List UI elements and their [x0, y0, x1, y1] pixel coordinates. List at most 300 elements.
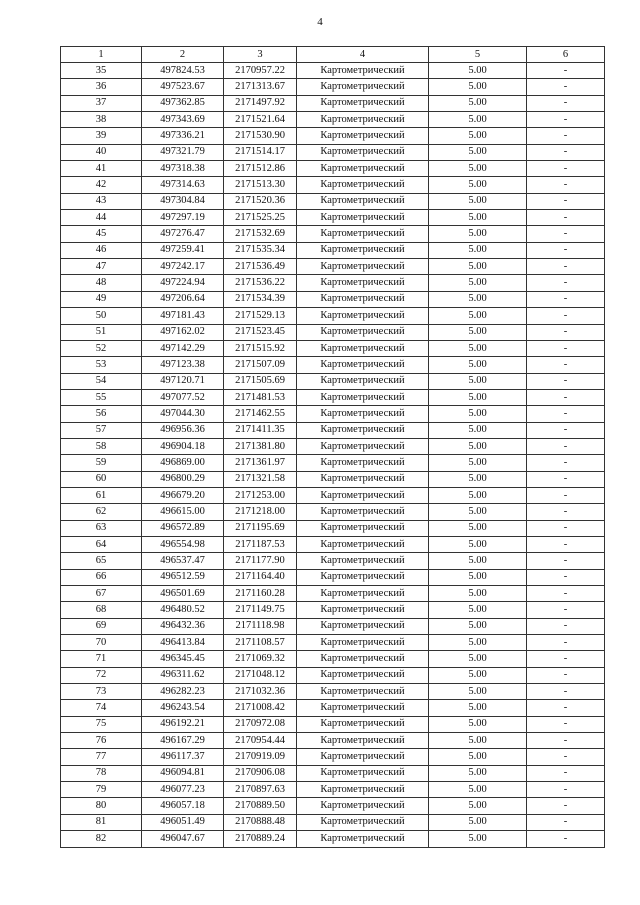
description-cell: - — [527, 79, 605, 95]
table-row — [61, 586, 605, 602]
accuracy-cell: 5.00 — [429, 357, 527, 373]
y-coordinate-cell: 2171361.97 — [224, 455, 297, 471]
point-number-cell: 37 — [61, 95, 142, 111]
y-coordinate-cell: 2170906.08 — [224, 765, 297, 781]
description-cell: - — [527, 161, 605, 177]
y-coordinate-cell: 2171530.90 — [224, 128, 297, 144]
method-cell: Картометрический — [297, 275, 429, 291]
accuracy-cell: 5.00 — [429, 95, 527, 111]
x-coordinate-cell: 497077.52 — [142, 389, 224, 405]
method-cell: Картометрический — [297, 814, 429, 830]
description-cell: - — [527, 259, 605, 275]
description-cell: - — [527, 716, 605, 732]
table-row — [61, 716, 605, 732]
point-number-cell: 70 — [61, 635, 142, 651]
method-cell: Картометрический — [297, 455, 429, 471]
accuracy-cell: 5.00 — [429, 733, 527, 749]
description-cell: - — [527, 814, 605, 830]
description-cell: - — [527, 553, 605, 569]
accuracy-cell: 5.00 — [429, 275, 527, 291]
y-coordinate-cell: 2171523.45 — [224, 324, 297, 340]
y-coordinate-cell: 2171187.53 — [224, 536, 297, 552]
y-coordinate-cell: 2171535.34 — [224, 242, 297, 258]
y-coordinate-cell: 2171069.32 — [224, 651, 297, 667]
point-number-cell: 67 — [61, 586, 142, 602]
description-cell: - — [527, 128, 605, 144]
x-coordinate-cell: 496243.54 — [142, 700, 224, 716]
point-number-cell: 46 — [61, 242, 142, 258]
table-row — [61, 373, 605, 389]
description-cell: - — [527, 602, 605, 618]
method-cell: Картометрический — [297, 357, 429, 373]
point-number-cell: 47 — [61, 259, 142, 275]
accuracy-cell: 5.00 — [429, 569, 527, 585]
method-cell: Картометрический — [297, 553, 429, 569]
y-coordinate-cell: 2171497.92 — [224, 95, 297, 111]
x-coordinate-cell: 497523.67 — [142, 79, 224, 95]
x-coordinate-cell: 496554.98 — [142, 536, 224, 552]
method-cell: Картометрический — [297, 586, 429, 602]
accuracy-cell: 5.00 — [429, 193, 527, 209]
method-cell: Картометрический — [297, 520, 429, 536]
method-cell: Картометрический — [297, 193, 429, 209]
method-cell: Картометрический — [297, 569, 429, 585]
x-coordinate-cell: 496047.67 — [142, 831, 224, 847]
accuracy-cell: 5.00 — [429, 520, 527, 536]
description-cell: - — [527, 406, 605, 422]
method-cell: Картометрический — [297, 324, 429, 340]
table-row — [61, 226, 605, 242]
x-coordinate-cell: 497181.43 — [142, 308, 224, 324]
table-row — [61, 177, 605, 193]
point-number-cell: 82 — [61, 831, 142, 847]
x-coordinate-cell: 496480.52 — [142, 602, 224, 618]
y-coordinate-cell: 2170957.22 — [224, 63, 297, 79]
y-coordinate-cell: 2171515.92 — [224, 340, 297, 356]
x-coordinate-cell: 496512.59 — [142, 569, 224, 585]
x-coordinate-cell: 496094.81 — [142, 765, 224, 781]
method-cell: Картометрический — [297, 635, 429, 651]
description-cell: - — [527, 569, 605, 585]
table-row — [61, 520, 605, 536]
point-number-cell: 38 — [61, 112, 142, 128]
accuracy-cell: 5.00 — [429, 455, 527, 471]
point-number-cell: 44 — [61, 210, 142, 226]
y-coordinate-cell: 2171108.57 — [224, 635, 297, 651]
description-cell: - — [527, 536, 605, 552]
x-coordinate-cell: 497318.38 — [142, 161, 224, 177]
table-row — [61, 536, 605, 552]
table-row — [61, 569, 605, 585]
y-coordinate-cell: 2171321.58 — [224, 471, 297, 487]
method-cell: Картометрический — [297, 749, 429, 765]
accuracy-cell: 5.00 — [429, 63, 527, 79]
point-number-cell: 39 — [61, 128, 142, 144]
method-cell: Картометрический — [297, 716, 429, 732]
point-number-cell: 49 — [61, 291, 142, 307]
x-coordinate-cell: 497824.53 — [142, 63, 224, 79]
method-cell: Картометрический — [297, 340, 429, 356]
method-cell: Картометрический — [297, 782, 429, 798]
point-number-cell: 57 — [61, 422, 142, 438]
table-row — [61, 259, 605, 275]
x-coordinate-cell: 497242.17 — [142, 259, 224, 275]
accuracy-cell: 5.00 — [429, 471, 527, 487]
accuracy-cell: 5.00 — [429, 144, 527, 160]
accuracy-cell: 5.00 — [429, 112, 527, 128]
description-cell: - — [527, 782, 605, 798]
y-coordinate-cell: 2171529.13 — [224, 308, 297, 324]
accuracy-cell: 5.00 — [429, 438, 527, 454]
point-number-cell: 69 — [61, 618, 142, 634]
description-cell: - — [527, 586, 605, 602]
table-row — [61, 814, 605, 830]
accuracy-cell: 5.00 — [429, 422, 527, 438]
point-number-cell: 55 — [61, 389, 142, 405]
point-number-cell: 45 — [61, 226, 142, 242]
accuracy-cell: 5.00 — [429, 128, 527, 144]
accuracy-cell: 5.00 — [429, 487, 527, 503]
accuracy-cell: 5.00 — [429, 700, 527, 716]
method-cell: Картометрический — [297, 438, 429, 454]
accuracy-cell: 5.00 — [429, 782, 527, 798]
table-row — [61, 210, 605, 226]
accuracy-cell: 5.00 — [429, 651, 527, 667]
description-cell: - — [527, 373, 605, 389]
point-number-cell: 35 — [61, 63, 142, 79]
table-row — [61, 504, 605, 520]
table-row — [61, 684, 605, 700]
table-row — [61, 128, 605, 144]
x-coordinate-cell: 497314.63 — [142, 177, 224, 193]
point-number-cell: 36 — [61, 79, 142, 95]
x-coordinate-cell: 496904.18 — [142, 438, 224, 454]
y-coordinate-cell: 2171218.00 — [224, 504, 297, 520]
method-cell: Картометрический — [297, 144, 429, 160]
description-cell: - — [527, 177, 605, 193]
y-coordinate-cell: 2171032.36 — [224, 684, 297, 700]
y-coordinate-cell: 2171521.64 — [224, 112, 297, 128]
point-number-cell: 53 — [61, 357, 142, 373]
accuracy-cell: 5.00 — [429, 389, 527, 405]
y-coordinate-cell: 2171195.69 — [224, 520, 297, 536]
point-number-cell: 56 — [61, 406, 142, 422]
column-header: 3 — [224, 47, 297, 63]
accuracy-cell: 5.00 — [429, 831, 527, 847]
x-coordinate-cell: 497362.85 — [142, 95, 224, 111]
column-header: 4 — [297, 47, 429, 63]
x-coordinate-cell: 496537.47 — [142, 553, 224, 569]
table-row — [61, 95, 605, 111]
description-cell: - — [527, 651, 605, 667]
y-coordinate-cell: 2171048.12 — [224, 667, 297, 683]
description-cell: - — [527, 357, 605, 373]
description-cell: - — [527, 831, 605, 847]
description-cell: - — [527, 471, 605, 487]
accuracy-cell: 5.00 — [429, 177, 527, 193]
method-cell: Картометрический — [297, 210, 429, 226]
x-coordinate-cell: 496413.84 — [142, 635, 224, 651]
accuracy-cell: 5.00 — [429, 210, 527, 226]
method-cell: Картометрический — [297, 422, 429, 438]
table-row — [61, 782, 605, 798]
accuracy-cell: 5.00 — [429, 553, 527, 569]
table-row — [61, 112, 605, 128]
method-cell: Картометрический — [297, 667, 429, 683]
y-coordinate-cell: 2171534.39 — [224, 291, 297, 307]
method-cell: Картометрический — [297, 831, 429, 847]
point-number-cell: 50 — [61, 308, 142, 324]
x-coordinate-cell: 496956.36 — [142, 422, 224, 438]
accuracy-cell: 5.00 — [429, 161, 527, 177]
accuracy-cell: 5.00 — [429, 716, 527, 732]
point-number-cell: 75 — [61, 716, 142, 732]
page-number: 4 — [317, 16, 323, 28]
x-coordinate-cell: 496117.37 — [142, 749, 224, 765]
accuracy-cell: 5.00 — [429, 765, 527, 781]
description-cell: - — [527, 487, 605, 503]
description-cell: - — [527, 618, 605, 634]
y-coordinate-cell: 2171149.75 — [224, 602, 297, 618]
column-header: 2 — [142, 47, 224, 63]
table-row — [61, 291, 605, 307]
y-coordinate-cell: 2171532.69 — [224, 226, 297, 242]
x-coordinate-cell: 496192.21 — [142, 716, 224, 732]
accuracy-cell: 5.00 — [429, 814, 527, 830]
table-row — [61, 389, 605, 405]
x-coordinate-cell: 496615.00 — [142, 504, 224, 520]
table-row — [61, 651, 605, 667]
description-cell: - — [527, 765, 605, 781]
point-number-cell: 64 — [61, 536, 142, 552]
x-coordinate-cell: 496057.18 — [142, 798, 224, 814]
x-coordinate-cell: 497044.30 — [142, 406, 224, 422]
x-coordinate-cell: 497276.47 — [142, 226, 224, 242]
point-number-cell: 43 — [61, 193, 142, 209]
point-number-cell: 65 — [61, 553, 142, 569]
description-cell: - — [527, 749, 605, 765]
x-coordinate-cell: 497304.84 — [142, 193, 224, 209]
method-cell: Картометрический — [297, 618, 429, 634]
method-cell: Картометрический — [297, 487, 429, 503]
method-cell: Картометрический — [297, 112, 429, 128]
point-number-cell: 68 — [61, 602, 142, 618]
x-coordinate-cell: 496572.89 — [142, 520, 224, 536]
table-row — [61, 275, 605, 291]
method-cell: Картометрический — [297, 504, 429, 520]
accuracy-cell: 5.00 — [429, 291, 527, 307]
description-cell: - — [527, 520, 605, 536]
y-coordinate-cell: 2171462.55 — [224, 406, 297, 422]
table-row — [61, 422, 605, 438]
x-coordinate-cell: 497224.94 — [142, 275, 224, 291]
accuracy-cell: 5.00 — [429, 79, 527, 95]
y-coordinate-cell: 2171160.28 — [224, 586, 297, 602]
point-number-cell: 62 — [61, 504, 142, 520]
point-number-cell: 73 — [61, 684, 142, 700]
table-row — [61, 667, 605, 683]
point-number-cell: 63 — [61, 520, 142, 536]
table-row — [61, 324, 605, 340]
y-coordinate-cell: 2171505.69 — [224, 373, 297, 389]
accuracy-cell: 5.00 — [429, 406, 527, 422]
point-number-cell: 52 — [61, 340, 142, 356]
y-coordinate-cell: 2171118.98 — [224, 618, 297, 634]
x-coordinate-cell: 497142.29 — [142, 340, 224, 356]
accuracy-cell: 5.00 — [429, 749, 527, 765]
method-cell: Картометрический — [297, 128, 429, 144]
method-cell: Картометрический — [297, 406, 429, 422]
table-row — [61, 635, 605, 651]
point-number-cell: 71 — [61, 651, 142, 667]
description-cell: - — [527, 798, 605, 814]
method-cell: Картометрический — [297, 765, 429, 781]
description-cell: - — [527, 422, 605, 438]
description-cell: - — [527, 667, 605, 683]
point-number-cell: 58 — [61, 438, 142, 454]
x-coordinate-cell: 497120.71 — [142, 373, 224, 389]
table-row — [61, 144, 605, 160]
table-row — [61, 602, 605, 618]
table-row — [61, 340, 605, 356]
description-cell: - — [527, 210, 605, 226]
table-row — [61, 193, 605, 209]
point-number-cell: 81 — [61, 814, 142, 830]
method-cell: Картометрический — [297, 161, 429, 177]
accuracy-cell: 5.00 — [429, 667, 527, 683]
x-coordinate-cell: 496800.29 — [142, 471, 224, 487]
y-coordinate-cell: 2170889.24 — [224, 831, 297, 847]
method-cell: Картометрический — [297, 308, 429, 324]
x-coordinate-cell: 497259.41 — [142, 242, 224, 258]
method-cell: Картометрический — [297, 389, 429, 405]
description-cell: - — [527, 112, 605, 128]
point-number-cell: 74 — [61, 700, 142, 716]
method-cell: Картометрический — [297, 373, 429, 389]
coordinates-table — [60, 46, 605, 848]
point-number-cell: 40 — [61, 144, 142, 160]
description-cell: - — [527, 340, 605, 356]
y-coordinate-cell: 2171536.49 — [224, 259, 297, 275]
y-coordinate-cell: 2170889.50 — [224, 798, 297, 814]
point-number-cell: 59 — [61, 455, 142, 471]
table-row — [61, 161, 605, 177]
point-number-cell: 61 — [61, 487, 142, 503]
table-row — [61, 63, 605, 79]
accuracy-cell: 5.00 — [429, 684, 527, 700]
description-cell: - — [527, 308, 605, 324]
point-number-cell: 80 — [61, 798, 142, 814]
table-header-row — [61, 47, 605, 63]
table-row — [61, 471, 605, 487]
table-row — [61, 406, 605, 422]
table-row — [61, 749, 605, 765]
point-number-cell: 54 — [61, 373, 142, 389]
x-coordinate-cell: 497321.79 — [142, 144, 224, 160]
accuracy-cell: 5.00 — [429, 635, 527, 651]
y-coordinate-cell: 2171164.40 — [224, 569, 297, 585]
x-coordinate-cell: 497162.02 — [142, 324, 224, 340]
description-cell: - — [527, 455, 605, 471]
accuracy-cell: 5.00 — [429, 618, 527, 634]
description-cell: - — [527, 389, 605, 405]
y-coordinate-cell: 2171525.25 — [224, 210, 297, 226]
y-coordinate-cell: 2171512.86 — [224, 161, 297, 177]
point-number-cell: 48 — [61, 275, 142, 291]
table-row — [61, 79, 605, 95]
description-cell: - — [527, 275, 605, 291]
accuracy-cell: 5.00 — [429, 798, 527, 814]
method-cell: Картометрический — [297, 733, 429, 749]
accuracy-cell: 5.00 — [429, 340, 527, 356]
y-coordinate-cell: 2171177.90 — [224, 553, 297, 569]
x-coordinate-cell: 497343.69 — [142, 112, 224, 128]
method-cell: Картометрический — [297, 471, 429, 487]
x-coordinate-cell: 497336.21 — [142, 128, 224, 144]
description-cell: - — [527, 95, 605, 111]
accuracy-cell: 5.00 — [429, 226, 527, 242]
y-coordinate-cell: 2171008.42 — [224, 700, 297, 716]
method-cell: Картометрический — [297, 684, 429, 700]
x-coordinate-cell: 496077.23 — [142, 782, 224, 798]
point-number-cell: 78 — [61, 765, 142, 781]
table-row — [61, 553, 605, 569]
point-number-cell: 79 — [61, 782, 142, 798]
column-header: 6 — [527, 47, 605, 63]
y-coordinate-cell: 2171253.00 — [224, 487, 297, 503]
method-cell: Картометрический — [297, 536, 429, 552]
table-row — [61, 765, 605, 781]
y-coordinate-cell: 2171381.80 — [224, 438, 297, 454]
x-coordinate-cell: 496167.29 — [142, 733, 224, 749]
method-cell: Картометрический — [297, 226, 429, 242]
y-coordinate-cell: 2170972.08 — [224, 716, 297, 732]
table-row — [61, 308, 605, 324]
x-coordinate-cell: 497123.38 — [142, 357, 224, 373]
description-cell: - — [527, 324, 605, 340]
method-cell: Картометрический — [297, 63, 429, 79]
y-coordinate-cell: 2171411.35 — [224, 422, 297, 438]
column-header: 1 — [61, 47, 142, 63]
description-cell: - — [527, 242, 605, 258]
table-row — [61, 487, 605, 503]
point-number-cell: 42 — [61, 177, 142, 193]
accuracy-cell: 5.00 — [429, 242, 527, 258]
point-number-cell: 76 — [61, 733, 142, 749]
method-cell: Картометрический — [297, 798, 429, 814]
point-number-cell: 41 — [61, 161, 142, 177]
x-coordinate-cell: 496051.49 — [142, 814, 224, 830]
method-cell: Картометрический — [297, 242, 429, 258]
table-body — [61, 63, 605, 848]
method-cell: Картометрический — [297, 177, 429, 193]
y-coordinate-cell: 2171513.30 — [224, 177, 297, 193]
accuracy-cell: 5.00 — [429, 602, 527, 618]
y-coordinate-cell: 2171313.67 — [224, 79, 297, 95]
table-row — [61, 700, 605, 716]
table-row — [61, 242, 605, 258]
method-cell: Картометрический — [297, 95, 429, 111]
point-number-cell: 51 — [61, 324, 142, 340]
description-cell: - — [527, 684, 605, 700]
table-row — [61, 438, 605, 454]
y-coordinate-cell: 2171536.22 — [224, 275, 297, 291]
method-cell: Картометрический — [297, 700, 429, 716]
x-coordinate-cell: 497297.19 — [142, 210, 224, 226]
table-row — [61, 798, 605, 814]
x-coordinate-cell: 496432.36 — [142, 618, 224, 634]
method-cell: Картометрический — [297, 602, 429, 618]
